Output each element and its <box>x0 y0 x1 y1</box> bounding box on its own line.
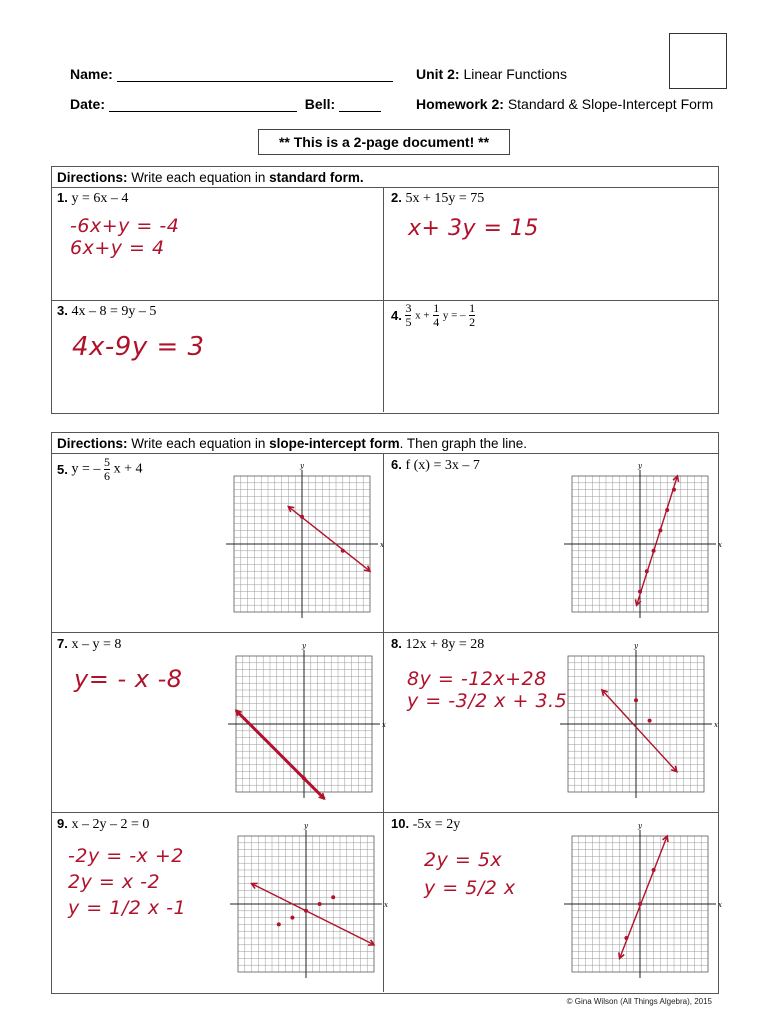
plotted-point <box>638 902 642 906</box>
problem-equation: x – y = 8 <box>71 637 122 652</box>
section2-hdivider1 <box>51 632 718 633</box>
answer-8 <box>407 668 567 712</box>
plotted-point <box>634 698 638 702</box>
answer-7 <box>74 665 183 693</box>
work-line: 4x-9y = 3 <box>72 332 205 362</box>
directions-label: Directions: <box>57 436 128 451</box>
eq-part: x + <box>415 309 430 322</box>
plotted-point <box>341 549 345 553</box>
plotted-point <box>318 902 322 906</box>
plotted-point <box>658 528 662 532</box>
problem-9 <box>57 816 149 833</box>
answer-2 <box>408 218 539 240</box>
problem-equation: 4x – 8 = 9y – 5 <box>71 304 157 319</box>
plotted-point <box>624 936 628 940</box>
directions-label: Directions: <box>57 170 128 185</box>
frac-num: 3 <box>405 301 412 315</box>
x-axis-label: x <box>384 901 388 909</box>
problem-5 <box>57 456 143 483</box>
directions-text: Write each equation in <box>131 436 266 451</box>
problem-number: 3. <box>57 303 68 318</box>
problem-equation: 12x + 8y = 28 <box>405 637 485 652</box>
plotted-point <box>652 549 656 553</box>
section1-hdivider <box>51 300 718 301</box>
problem-equation: 5x + 15y = 75 <box>405 191 485 206</box>
answer-9 <box>68 843 186 921</box>
name-label: Name: <box>70 66 113 82</box>
work-line: -2y = -x +2 <box>68 845 184 867</box>
work-line: -6x+y = -4 <box>70 215 180 237</box>
two-page-note: ** This is a 2-page document! ** <box>258 129 510 155</box>
y-axis-label: y <box>302 642 306 650</box>
graphed-line <box>637 476 678 605</box>
directions-text: Write each equation in <box>131 170 266 185</box>
date-label: Date: <box>70 96 106 112</box>
section2-hdivider2 <box>51 812 718 813</box>
problem-number: 2. <box>391 190 402 205</box>
section2-directions <box>57 436 527 451</box>
date-field[interactable] <box>109 111 297 112</box>
copyright: © Gina Wilson (All Things Algebra), 2015 <box>566 997 712 1006</box>
work-line: 2y = 5x <box>424 849 503 871</box>
directions-bold: slope-intercept form <box>269 436 400 451</box>
name-row <box>70 66 393 82</box>
work-line: 2y = x -2 <box>68 871 161 893</box>
plotted-point <box>672 488 676 492</box>
unit-label: Unit 2: <box>416 66 460 82</box>
frac-num: 1 <box>469 301 476 315</box>
problem-10 <box>391 816 460 833</box>
problem-2 <box>391 190 484 207</box>
problem-equation: y = 6x – 4 <box>71 191 129 206</box>
problem-number: 5. <box>57 462 68 477</box>
section1-divider <box>51 187 718 188</box>
homework-label: Homework 2: <box>416 96 504 112</box>
directions-bold: standard form. <box>269 170 364 185</box>
plotted-point <box>652 868 656 872</box>
graph-10[interactable] <box>562 822 722 980</box>
homework-value: Standard & Slope-Intercept Form <box>507 96 714 112</box>
plotted-point <box>638 590 642 594</box>
unit-row <box>416 66 567 82</box>
plotted-point <box>648 719 652 723</box>
unit-value: Linear Functions <box>463 66 567 82</box>
plotted-point <box>665 508 669 512</box>
date-row <box>70 96 381 112</box>
y-axis-label: y <box>300 462 304 470</box>
work-line: y = 5/2 x <box>424 877 516 899</box>
score-box[interactable] <box>669 33 727 89</box>
problem-6 <box>391 457 480 474</box>
plotted-point <box>290 916 294 920</box>
problem-number: 9. <box>57 816 68 831</box>
name-field[interactable] <box>117 81 393 82</box>
frac-num: 5 <box>104 455 110 469</box>
eq-part: y = – <box>442 309 466 322</box>
problem-number: 4. <box>391 308 402 323</box>
work-line: x+ 3y = 15 <box>408 216 539 241</box>
plotted-point <box>300 515 304 519</box>
problem-1 <box>57 190 128 207</box>
answer-3 <box>72 332 205 362</box>
frac-den: 2 <box>469 315 476 329</box>
plotted-point <box>645 569 649 573</box>
eq-part: x + 4 <box>113 461 143 477</box>
y-axis-label: y <box>638 462 642 470</box>
work-line: y= - x -8 <box>74 665 183 693</box>
problem-equation: x – 2y – 2 = 0 <box>71 817 150 832</box>
frac-den: 5 <box>405 315 412 329</box>
problem-equation: -5x = 2y <box>412 817 461 832</box>
x-axis-label: x <box>718 901 722 909</box>
eq-part: y = – <box>71 461 101 477</box>
directions-tail: . Then graph the line. <box>399 436 528 451</box>
problem-number: 7. <box>57 636 68 651</box>
frac-den: 6 <box>104 469 110 483</box>
answer-10 <box>424 846 516 902</box>
y-axis-label: y <box>304 822 308 830</box>
problem-7 <box>57 636 121 653</box>
x-axis-label: x <box>380 541 384 549</box>
homework-row <box>416 96 713 112</box>
work-line: y = -3/2 x + 3.5 <box>407 690 568 712</box>
y-axis-label: y <box>634 642 638 650</box>
x-axis-label: x <box>714 721 718 729</box>
problem-number: 1. <box>57 190 68 205</box>
plotted-point <box>302 776 306 780</box>
problem-3 <box>57 303 156 320</box>
standard-form-section <box>51 166 719 414</box>
frac-num: 1 <box>433 301 440 315</box>
problem-8 <box>391 636 484 653</box>
section2-divider <box>51 453 718 454</box>
plotted-point <box>331 895 335 899</box>
graph-7[interactable] <box>226 642 386 800</box>
x-axis-label: x <box>718 541 722 549</box>
graph-6[interactable] <box>562 462 722 620</box>
problem-equation: f (x) = 3x – 7 <box>405 458 480 473</box>
problem-number: 8. <box>391 636 402 651</box>
bell-field[interactable] <box>339 111 381 112</box>
graph-9[interactable] <box>228 822 388 980</box>
x-axis-label: x <box>382 721 386 729</box>
problem-number: 6. <box>391 457 402 472</box>
plotted-point <box>304 909 308 913</box>
work-line: 6x+y = 4 <box>70 237 165 259</box>
section1-directions <box>57 170 364 185</box>
work-line: 8y = -12x+28 <box>407 668 547 690</box>
bell-label: Bell: <box>304 96 336 112</box>
graph-8[interactable] <box>558 642 718 800</box>
plotted-point <box>277 922 281 926</box>
work-line: y = 1/2 x -1 <box>68 897 187 919</box>
graph-5[interactable] <box>224 462 384 620</box>
problem-number: 10. <box>391 816 410 831</box>
frac-den: 4 <box>433 315 440 329</box>
problem-4 <box>391 302 475 329</box>
y-axis-label: y <box>638 822 642 830</box>
answer-1 <box>70 215 179 259</box>
